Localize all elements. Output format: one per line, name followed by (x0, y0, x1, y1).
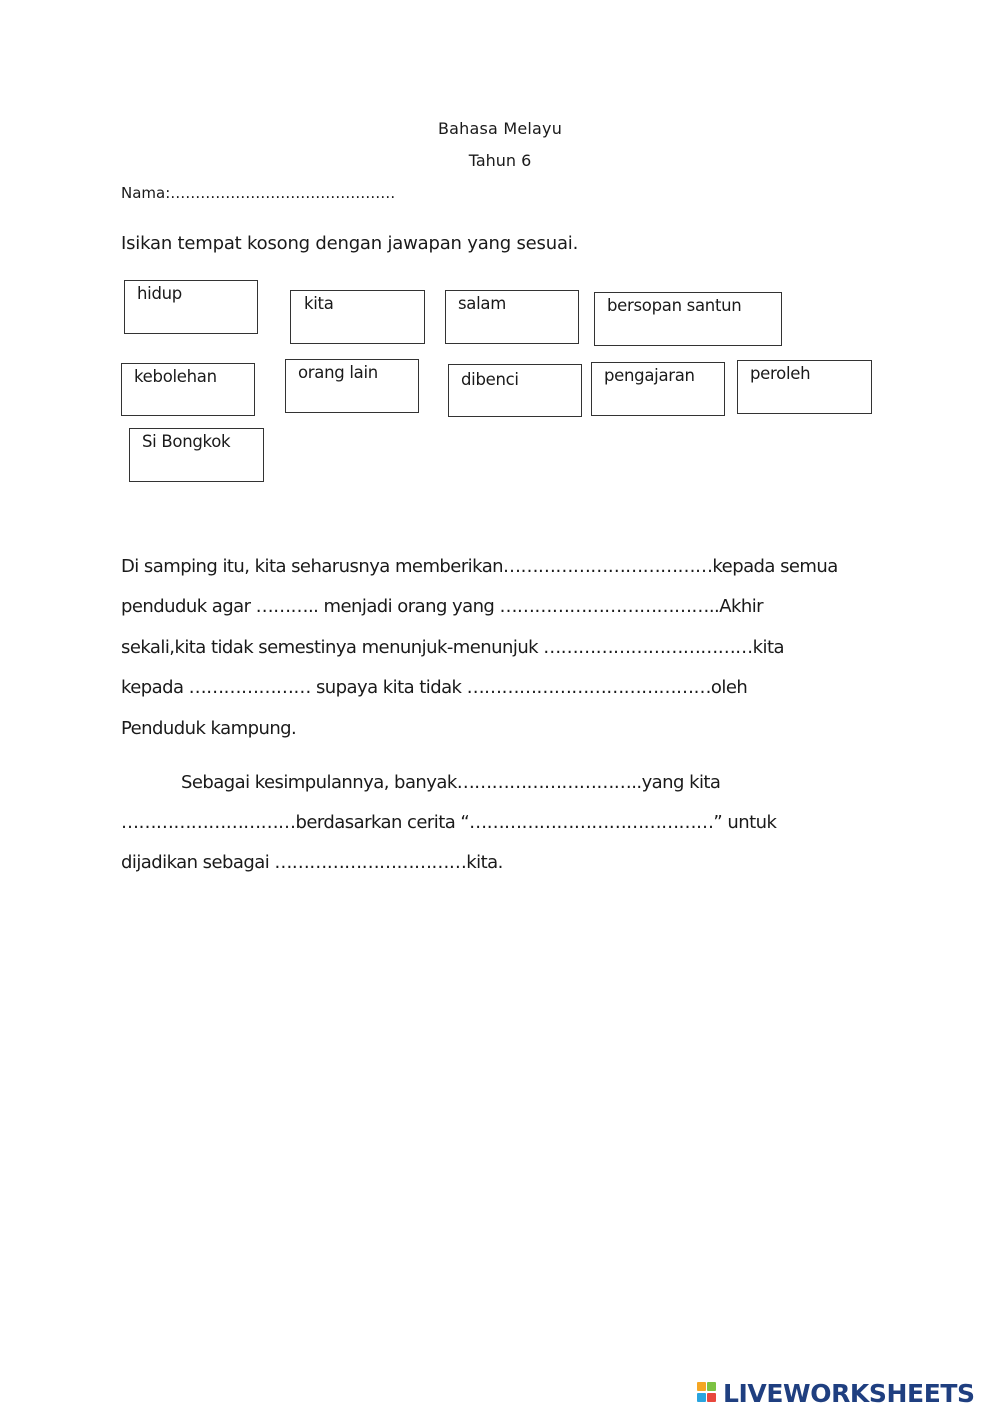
worksheet-subject: Bahasa Melayu (437, 119, 563, 138)
paragraph2-line-3: dijadikan sebagai ……………………………kita. (121, 852, 503, 873)
word-box-orang-lain[interactable] (285, 359, 419, 413)
word-label: kita (304, 294, 334, 313)
word-box-dibenci[interactable] (448, 364, 582, 417)
paragraph1-line-3: sekali,kita tidak semestinya menunjuk-menunjuk ………………………………kita (121, 637, 784, 658)
word-label: pengajaran (604, 366, 695, 385)
paragraph1-line-1: Di samping itu, kita seharusnya memberikan………………………………kepada semua (121, 556, 838, 577)
word-label: salam (458, 294, 506, 313)
liveworksheets-logo-icon (697, 1380, 721, 1406)
word-label: dibenci (461, 370, 519, 389)
word-box-hidup[interactable] (124, 280, 258, 334)
word-box-salam[interactable] (445, 290, 579, 344)
word-label: orang lain (298, 363, 378, 382)
worksheet-year: Tahun 6 (468, 151, 532, 170)
liveworksheets-logo[interactable] (697, 1378, 975, 1408)
word-box-bersopan-santun[interactable] (594, 292, 782, 346)
word-label: Si Bongkok (142, 432, 231, 451)
word-label: hidup (137, 284, 182, 303)
paragraph1-line-5: Penduduk kampung. (121, 718, 297, 739)
paragraph1-line-2: penduduk agar ……….. menjadi orang yang ………………………………..Akhir (121, 596, 764, 617)
paragraph2-line-2: …………………………berdasarkan cerita “……………………………………” untuk (121, 812, 777, 833)
word-box-pengajaran[interactable] (591, 362, 725, 416)
paragraph1-line-4: kepada ………………… supaya kita tidak ……………………………………oleh (121, 677, 748, 698)
word-box-peroleh[interactable] (737, 360, 872, 414)
liveworksheets-brand: LIVEWORKSHEETS (723, 1378, 975, 1408)
paragraph2-line-1: Sebagai kesimpulannya, banyak…………………………..yang kita (181, 772, 721, 793)
word-box-si-bongkok[interactable] (129, 428, 264, 482)
name-field-line: Nama:……………………………………… (121, 184, 396, 202)
instruction-text: Isikan tempat kosong dengan jawapan yang sesuai. (121, 233, 579, 254)
word-label: peroleh (750, 364, 811, 383)
word-box-kebolehan[interactable] (121, 363, 255, 416)
word-box-kita[interactable] (290, 290, 425, 344)
word-label: bersopan santun (607, 296, 742, 315)
word-label: kebolehan (134, 367, 217, 386)
